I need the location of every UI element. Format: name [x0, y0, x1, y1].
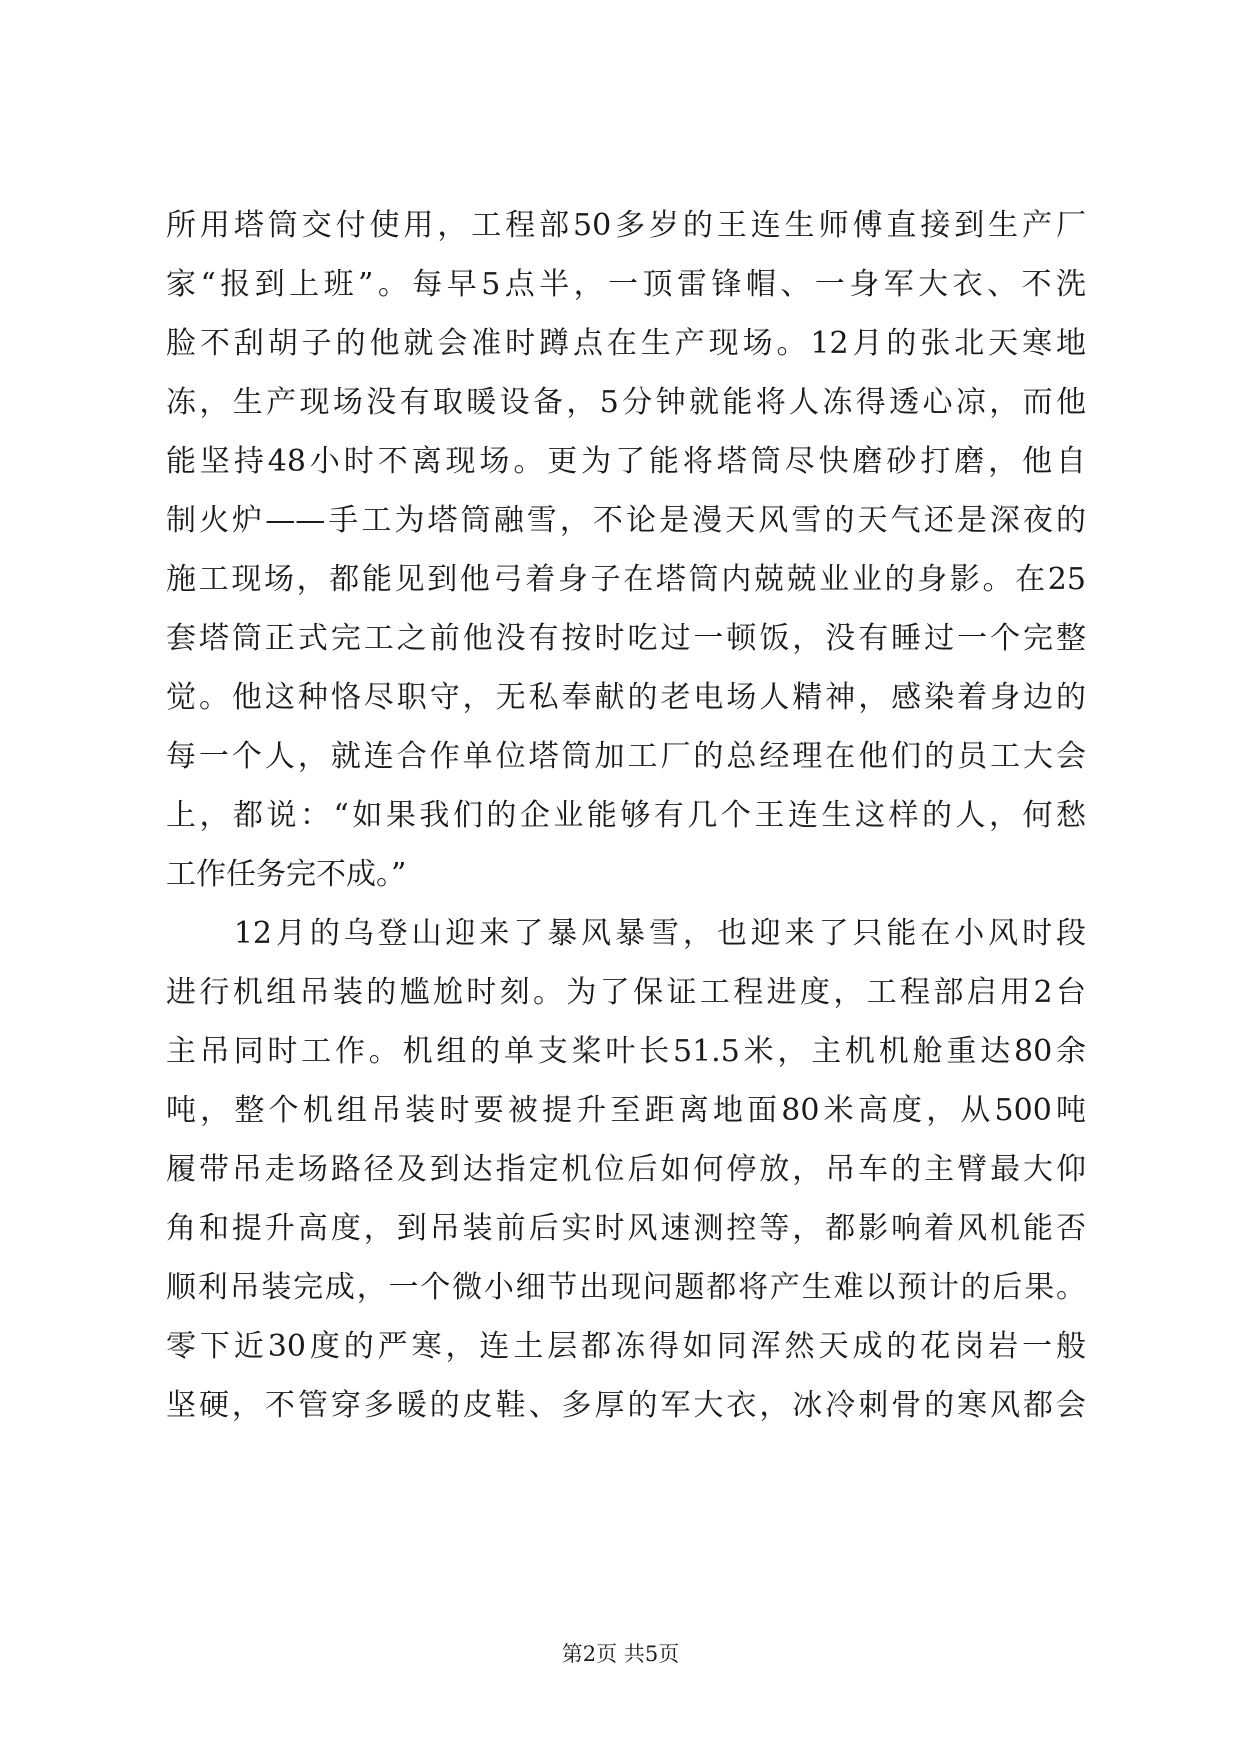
- text-line: 主吊同时工作。机组的单支桨叶长51.5米，主机机舱重达80余: [166, 1034, 1086, 1069]
- text-line: 觉。他这种恪尽职守，无私奉献的老电场人精神，感染着身边的: [166, 680, 1086, 715]
- text-line: 家“报到上班”。每早5点半，一顶雷锋帽、一身军大衣、不洗: [166, 267, 1086, 302]
- text-line: 吨，整个机组吊装时要被提升至距离地面80米高度，从500吨: [166, 1093, 1086, 1128]
- text-line: 每一个人，就连合作单位塔筒加工厂的总经理在他们的员工大会: [166, 739, 1086, 774]
- text-line: 所用塔筒交付使用，工程部50多岁的王连生师傅直接到生产厂: [166, 208, 1086, 243]
- page-number-footer: 第2页 共5页: [561, 1642, 680, 1666]
- text-line: 工作任务完不成。”: [166, 857, 407, 892]
- text-line: 零下近30度的严寒，连土层都冻得如同浑然天成的花岗岩一般: [166, 1329, 1086, 1364]
- text-line: 坚硬，不管穿多暖的皮鞋、多厚的军大衣，冰冷刺骨的寒风都会: [166, 1388, 1086, 1423]
- text-line: 施工现场，都能见到他弓着身子在塔筒内兢兢业业的身影。在25: [166, 562, 1086, 597]
- document-body: [166, 196, 1086, 1435]
- text-line: 能坚持48小时不离现场。更为了能将塔筒尽快磨砂打磨，他自: [166, 444, 1086, 479]
- text-line: 上，都说：“如果我们的企业能够有几个王连生这样的人，何愁: [166, 798, 1086, 833]
- text-line: 顺利吊装完成，一个微小细节出现问题都将产生难以预计的后果。: [166, 1270, 1086, 1305]
- text-line: 冻，生产现场没有取暖设备，5分钟就能将人冻得透心凉，而他: [166, 385, 1086, 420]
- text-line: 脸不刮胡子的他就会准时蹲点在生产现场。12月的张北天寒地: [166, 326, 1086, 361]
- text-line: 12月的乌登山迎来了暴风暴雪，也迎来了只能在小风时段: [166, 916, 1086, 951]
- text-line: 套塔筒正式完工之前他没有按时吃过一顿饭，没有睡过一个完整: [166, 621, 1086, 656]
- text-line: 制火炉——手工为塔筒融雪，不论是漫天风雪的天气还是深夜的: [166, 503, 1086, 538]
- text-line: 进行机组吊装的尴尬时刻。为了保证工程进度，工程部启用2台: [166, 975, 1086, 1010]
- paragraph-2: [166, 904, 1086, 1435]
- text-line: 履带吊走场路径及到达指定机位后如何停放，吊车的主臂最大仰: [166, 1152, 1086, 1187]
- paragraph-1: [166, 196, 1086, 904]
- text-line: 角和提升高度，到吊装前后实时风速测控等，都影响着风机能否: [166, 1211, 1086, 1246]
